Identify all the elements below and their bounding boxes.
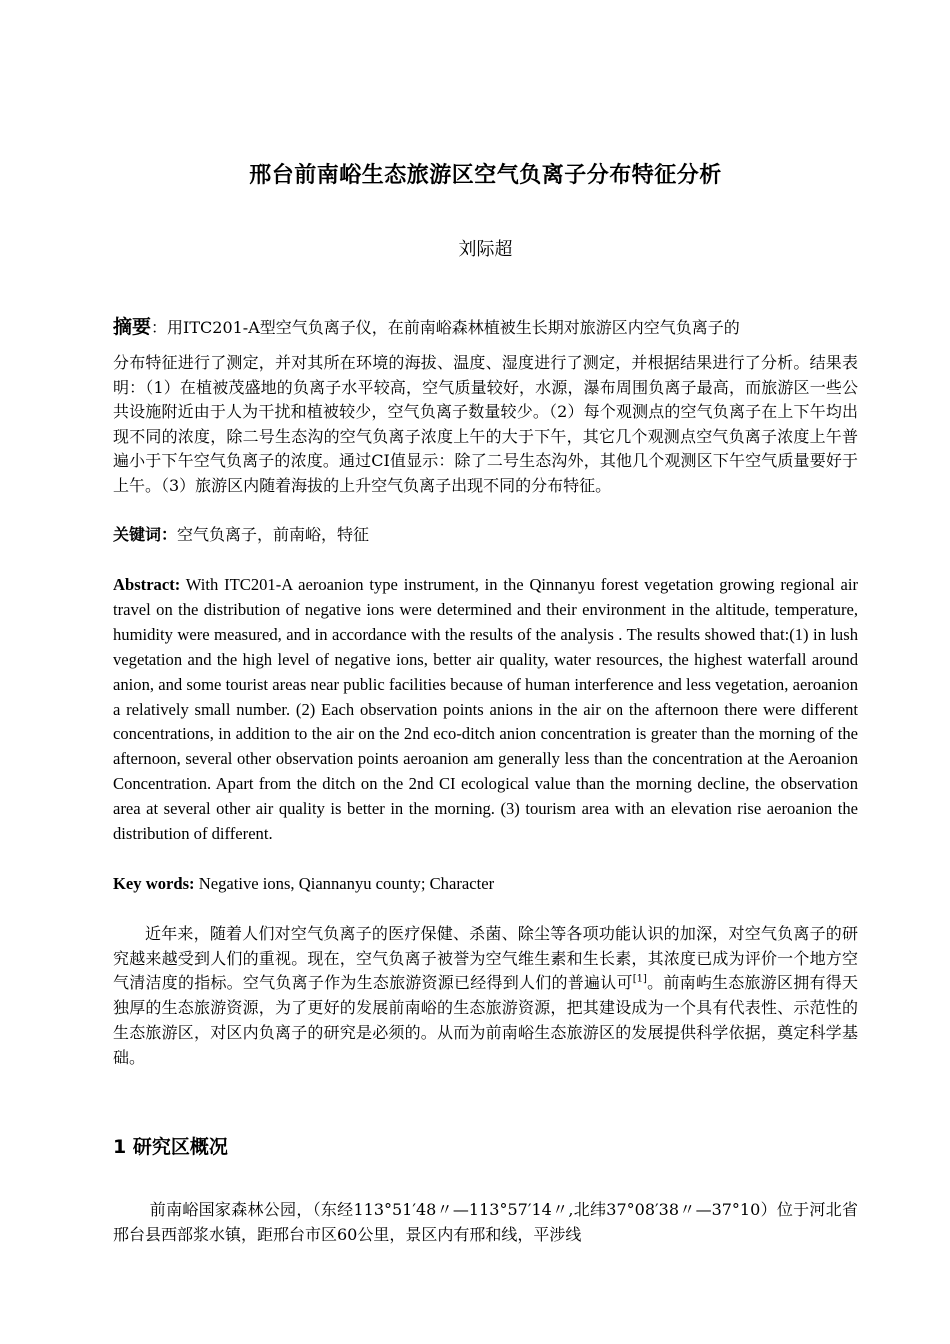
abstract-english [113, 573, 858, 847]
keywords-chinese [113, 522, 858, 548]
abstract-english-body: With ITC201-A aeroanion type instrument, in the Qinnanyu forest vegetation growing regional air travel on the distribution of negative ions were determined and their environment in the altitude, temperature, humidity were measured, and in accordance with the results of the analysis . The results showed that:(1) in lush vegetation and the high level of negative ions, better air quality, water resources, the highest waterfall around anion, and some tourist areas near public facilities because of human interference and less vegetation, aeroanion a relatively small number. (2) Each observation points anions in the air on the afternoon there were different concentrations, in addition to the air on the 2nd eco-ditch anion concentration is greater than the morning of the afternoon, several other observation points aeroanion am generally less than the concentration at the Aeroanion Concentration. Apart from the ditch on the 2nd CI ecological value than the morning decline, the observation area at several other air quality is better in the morning. (3) tourism area with an elevation rise aeroanion the distribution of different. [113, 575, 858, 844]
introduction-text-part2: 。前南屿生态旅游区拥有得天独厚的生态旅游资源，为了更好的发展前南峪的生态旅游资源，把其建设成为一个具有代表性、示范性的生态旅游区，对区内负离子的研究是必须的。从而为前南峪生态旅游区的发展提供科学依据，奠定科学基础。 [113, 973, 858, 1067]
keywords-chinese-text: 空气负离子，前南峪，特征 [177, 525, 370, 544]
introduction-paragraph [113, 922, 858, 1070]
keywords-english [113, 871, 858, 896]
paper-title: 邢台前南峪生态旅游区空气负离子分布特征分析 [249, 163, 722, 188]
keywords-english-label: Key words: [113, 874, 195, 893]
citation-reference-1[interactable]: [1] [632, 974, 647, 986]
abstract-chinese-first-line [113, 314, 858, 341]
introduction-text-part1: 近年来，随着人们对空气负离子的医疗保健、杀菌、除尘等各项功能认识的加深，对空气负离子的研究越来越受到人们的重视。现在，空气负离子被誉为空气维生素和生长素，其浓度已成为评价一个地方空气清洁度的指标。空气负离子作为生态旅游资源已经得到人们的普遍认可 [113, 924, 858, 993]
abstract-chinese-label: 摘要 [113, 316, 152, 338]
section-1-heading: 1 研究区概况 [113, 1136, 228, 1158]
keywords-english-text: Negative ions, Qiannanyu county; Character [194, 874, 495, 893]
abstract-english-label: Abstract: [113, 575, 181, 594]
abstract-chinese-separator: ： [151, 318, 168, 337]
abstract-chinese-first-text: 用ITC201-A型空气负离子仪，在前南峪森林植被生长期对旅游区内空气负离子的 [167, 318, 740, 337]
author-name: 刘际超 [458, 239, 513, 260]
abstract-chinese-body: 分布特征进行了测定，并对其所在环境的海拔、温度、湿度进行了测定，并根据结果进行了分析。结果表明：（1）在植被茂盛地的负离子水平较高，空气质量较好，水源，瀑布周围负离子最高，而旅游区一些公共设施附近由于人为干扰和植被较少，空气负离子数量较少。（2）每个观测点的空气负离子在上下午均出现不同的浓度，除二号生态沟的空气负离子浓度上午的大于下午，其它几个观测点空气负离子浓度上午普遍小于下午空气负离子的浓度。通过CI值显示：除了二号生态沟外，其他几个观测区下午空气质量要好于上午。（3）旅游区内随着海拔的上升空气负离子出现不同的分布特征。 [113, 353, 858, 495]
keywords-chinese-label: 关键词： [113, 525, 178, 544]
section-1-paragraph: 前南峪国家森林公园，（东经113°51′48〃—113°57′14〃,北纬37°08′38〃—37°10）位于河北省邢台县西部浆水镇，距邢台市区60公里，景区内有邢和线，平涉线 [113, 1200, 858, 1244]
document-page [113, 0, 858, 1344]
abstract-chinese [113, 314, 858, 499]
